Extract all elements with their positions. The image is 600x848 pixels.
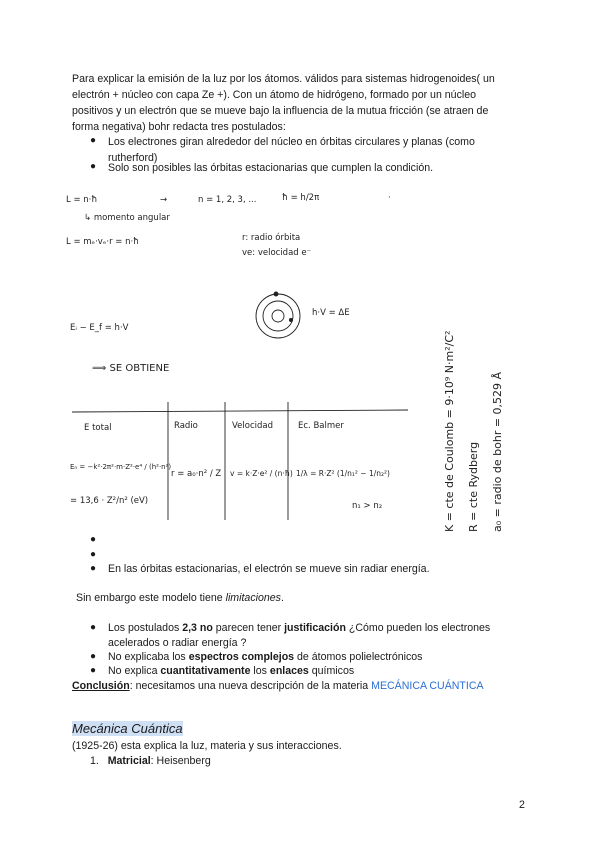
limitacion-1: Los postulados 2,3 no parecen tener justificación ¿Cómo pueden los electrones [108,622,491,634]
intro-line: forma negativa) bohr redacta tres postulados: [72,121,286,133]
limitacion-3: No explica cuantitativamente los enlaces químicos [108,665,355,677]
eq-hbar: ħ = h/2π [282,193,320,203]
table-header-radio: Radio [174,421,198,431]
momento-angular: ↳ momento angular [84,213,170,223]
list-item-matricial: 1. Matricial: Heisenberg [90,755,211,767]
atom-diagram [256,292,300,338]
bullet-icon: ● [90,549,97,560]
formula-radio: r = a₀·n² / Z [171,469,222,479]
handwritten-notes [60,180,480,532]
limitacion-1-cont: acelerados o radiar energía ? [108,637,247,649]
postulado-1: Los electrones giran alrededor del núcleo en órbitas circulares y planas (como [108,136,475,148]
mecanica-cuantica-link[interactable]: MECÁNICA CUÁNTICA [371,680,484,692]
bullet-icon: ● [90,563,97,574]
bullet-icon: ● [90,534,97,545]
energy-difference: Eᵢ − E_f = h·V [70,323,129,333]
postulado-2: Solo son posibles las órbitas estacionarias que cumplen la condición. [108,162,434,174]
rydberg-constant: R = cte Rydberg [467,441,480,532]
bullet-icon: ● [90,651,97,662]
table-header-balmer: Ec. Balmer [298,421,344,431]
side-notes [435,180,515,540]
r-label: r: radio órbita [242,233,301,243]
table-header-velocidad: Velocidad [232,421,273,431]
eq-quantization: L = n·ħ [66,195,98,205]
postulado-3: En las órbitas estacionarias, el electrón se mueve sin radiar energía. [108,563,430,575]
bullet-icon: ● [90,622,97,633]
page-number: 2 [519,799,525,811]
formula-energy: Eₙ = −k²·2π²·m·Z²·e⁴ / (h²·n²) [70,463,172,471]
coulomb-constant: K = cte de Coulomb = 9·10⁹ N·m²/C² [443,330,456,532]
intro-line: positivos y un electrón que se mueve bajo la influencia de la mutua fricción (se atraen de [72,105,489,117]
arrow-icon: → [160,195,168,205]
conclusion: Conclusión: necesitamos una nueva descripción de la materia MECÁNICA CUÁNTICA [72,680,484,692]
balmer-condition: n₁ > n₂ [352,501,383,511]
limitacion-2: No explicaba los espectros complejos de átomos polielectrónicos [108,651,423,663]
limitaciones-intro: Sin embargo este modelo tiene limitaciones. [76,592,284,604]
section-subtitle: (1925-26) esta explica la luz, materia y sus interacciones. [72,740,342,752]
bullet-icon: ● [90,665,97,676]
intro-line: Para explicar la emisión de la luz por los átomos. válidos para sistemas hidrogenoides( un [72,73,495,85]
eq-angular-momentum: L = mₑ·vₑ·r = n·ħ [66,237,140,247]
se-obtiene: ⟹ SE OBTIENE [92,363,170,374]
intro-line: electrón + núcleo con capa Ze +). Con un átomo de hidrógeno, formado por un núcleo [72,89,477,101]
eq-n-values: n = 1, 2, 3, ... [198,195,257,205]
bullet-icon: ● [90,135,97,146]
formula-balmer: 1/λ = R·Z² (1/n₁² − 1/n₂²) [296,469,390,478]
bullet-icon: ● [90,161,97,172]
section-title: Mecánica Cuántica [72,721,183,736]
hv-label: h·V = ΔE [312,308,350,318]
table-header-etotal: E total [84,423,112,433]
bohr-radius: a₀ = radio de bohr = 0,529 Å [491,371,504,532]
postulado-1-cont: rutherford) [108,152,158,164]
formula-velocidad: v = k·Z·e² / (n·ħ) [230,469,293,478]
ve-label: ve: velocidad e⁻ [242,248,312,258]
formula-energy-ev: = 13,6 · Z²/n² (eV) [70,496,149,506]
dot-mark: · [388,193,391,203]
